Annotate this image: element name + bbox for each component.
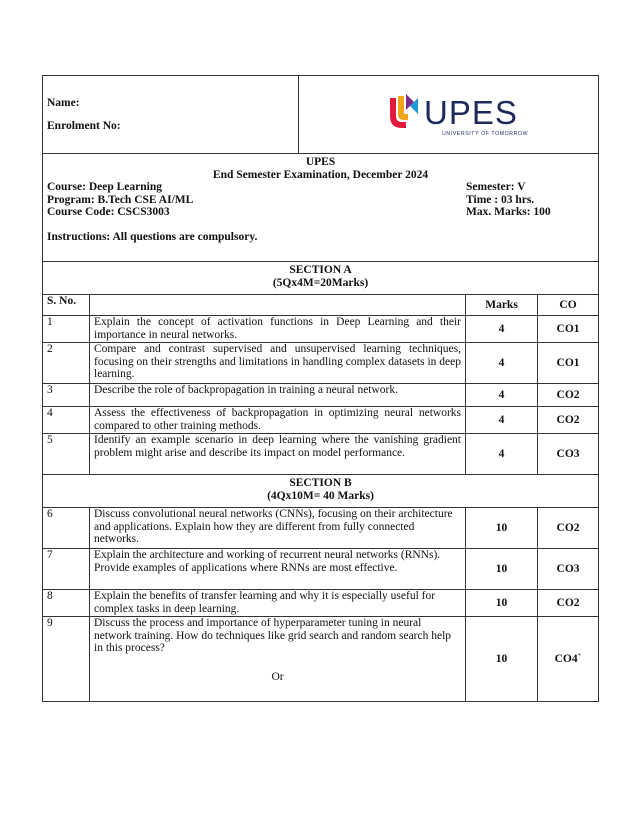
- question-number: 1: [43, 316, 90, 343]
- student-details: [43, 76, 299, 154]
- question-co: CO3: [538, 549, 599, 590]
- question-text: Discuss convolutional neural networks (CNNs), focusing on their architecture and applications. Explain how they are different from fully connected networks.: [90, 508, 466, 549]
- question-number: 7: [43, 549, 90, 590]
- section-b-header: [43, 475, 599, 508]
- col-marks: Marks: [466, 295, 538, 316]
- question-marks: 10: [466, 549, 538, 590]
- upes-emblem-icon: [390, 94, 418, 128]
- question-co: CO2: [538, 384, 599, 407]
- question-co: CO1: [538, 343, 599, 384]
- table-row: [43, 316, 599, 343]
- semester: Semester: V: [466, 181, 526, 193]
- or-separator: Or: [271, 670, 284, 683]
- upes-logo: [384, 92, 528, 138]
- question-marks: 4: [466, 316, 538, 343]
- question-co: CO2: [538, 407, 599, 434]
- question-text: Identify an example scenario in deep learning where the vanishing gradient problem might arise and describe its impact on model performance.: [90, 434, 466, 475]
- section-a-header: [43, 262, 599, 295]
- exam-info: [43, 154, 599, 262]
- table-row: [43, 590, 599, 617]
- course-name: Course: Deep Learning: [47, 181, 162, 193]
- exam-time: Time : 03 hrs.: [466, 193, 535, 206]
- question-text: Explain the benefits of transfer learning and why it is especially useful for complex tasks in deep learning.: [90, 590, 466, 617]
- question-text: Explain the architecture and working of recurrent neural networks (RNNs). Provide examples of applications where RNNs are most effective.: [90, 549, 466, 590]
- section-a-subtitle: (5Qx4M=20Marks): [272, 276, 369, 289]
- exam-title: End Semester Examination, December 2024: [212, 168, 429, 181]
- question-text: Discuss the process and importance of hyperparameter tuning in neural network training. How do techniques like grid search and random search help in this process?: [94, 617, 452, 654]
- question-text: Compare and contrast supervised and unsupervised learning techniques, focusing on their strengths and limitations in handling complex datasets in deep learning.: [90, 343, 466, 384]
- logo-wordmark: UPES: [423, 93, 518, 131]
- program-name: Program: B.Tech CSE AI/ML: [47, 193, 194, 206]
- university-name: UPES: [305, 156, 336, 168]
- table-row: [43, 434, 599, 475]
- col-question: [90, 295, 466, 316]
- col-co: CO: [538, 295, 599, 316]
- question-text: Assess the effectiveness of backpropagation in optimizing neural networks compared to other training methods.: [90, 407, 466, 434]
- question-number: 9: [43, 617, 90, 702]
- question-co: CO2: [538, 508, 599, 549]
- logo-tagline: UNIVERSITY OF TOMORROW: [441, 130, 528, 137]
- question-co: CO2: [538, 590, 599, 617]
- table-row: [43, 343, 599, 384]
- question-marks: 4: [466, 343, 538, 384]
- question-number: 8: [43, 590, 90, 617]
- question-number: 5: [43, 434, 90, 475]
- question-marks: 4: [466, 434, 538, 475]
- question-number: 4: [43, 407, 90, 434]
- table-row: [43, 508, 599, 549]
- question-number: 6: [43, 508, 90, 549]
- table-row: [43, 617, 599, 702]
- logo-cell: [299, 76, 599, 154]
- col-sno: S. No.: [43, 295, 90, 316]
- enrolment-label: Enrolment No:: [47, 120, 121, 132]
- question-co: CO1: [538, 316, 599, 343]
- question-marks: 10: [466, 590, 538, 617]
- question-co: CO4`: [538, 617, 599, 702]
- question-marks: 10: [466, 617, 538, 702]
- max-marks: Max. Marks: 100: [466, 206, 551, 218]
- question-number: 3: [43, 384, 90, 407]
- section-a-title: SECTION A: [289, 264, 352, 276]
- exam-paper: [42, 75, 599, 702]
- section-b-subtitle: (4Qx10M= 40 Marks): [267, 489, 374, 502]
- question-number: 2: [43, 343, 90, 384]
- instructions: Instructions: All questions are compulsory.: [47, 230, 258, 243]
- question-co: CO3: [538, 434, 599, 475]
- course-code: Course Code: CSCS3003: [47, 206, 170, 218]
- question-marks: 10: [466, 508, 538, 549]
- table-row: [43, 407, 599, 434]
- question-cell: [90, 617, 466, 702]
- question-text: Explain the concept of activation functions in Deep Learning and their importance in neural networks.: [90, 316, 466, 343]
- question-marks: 4: [466, 407, 538, 434]
- section-b-title: SECTION B: [289, 477, 352, 489]
- table-row: [43, 384, 599, 407]
- question-marks: 4: [466, 384, 538, 407]
- name-label: Name:: [47, 96, 80, 109]
- question-text: Describe the role of backpropagation in training a neural network.: [90, 384, 466, 407]
- table-row: [43, 549, 599, 590]
